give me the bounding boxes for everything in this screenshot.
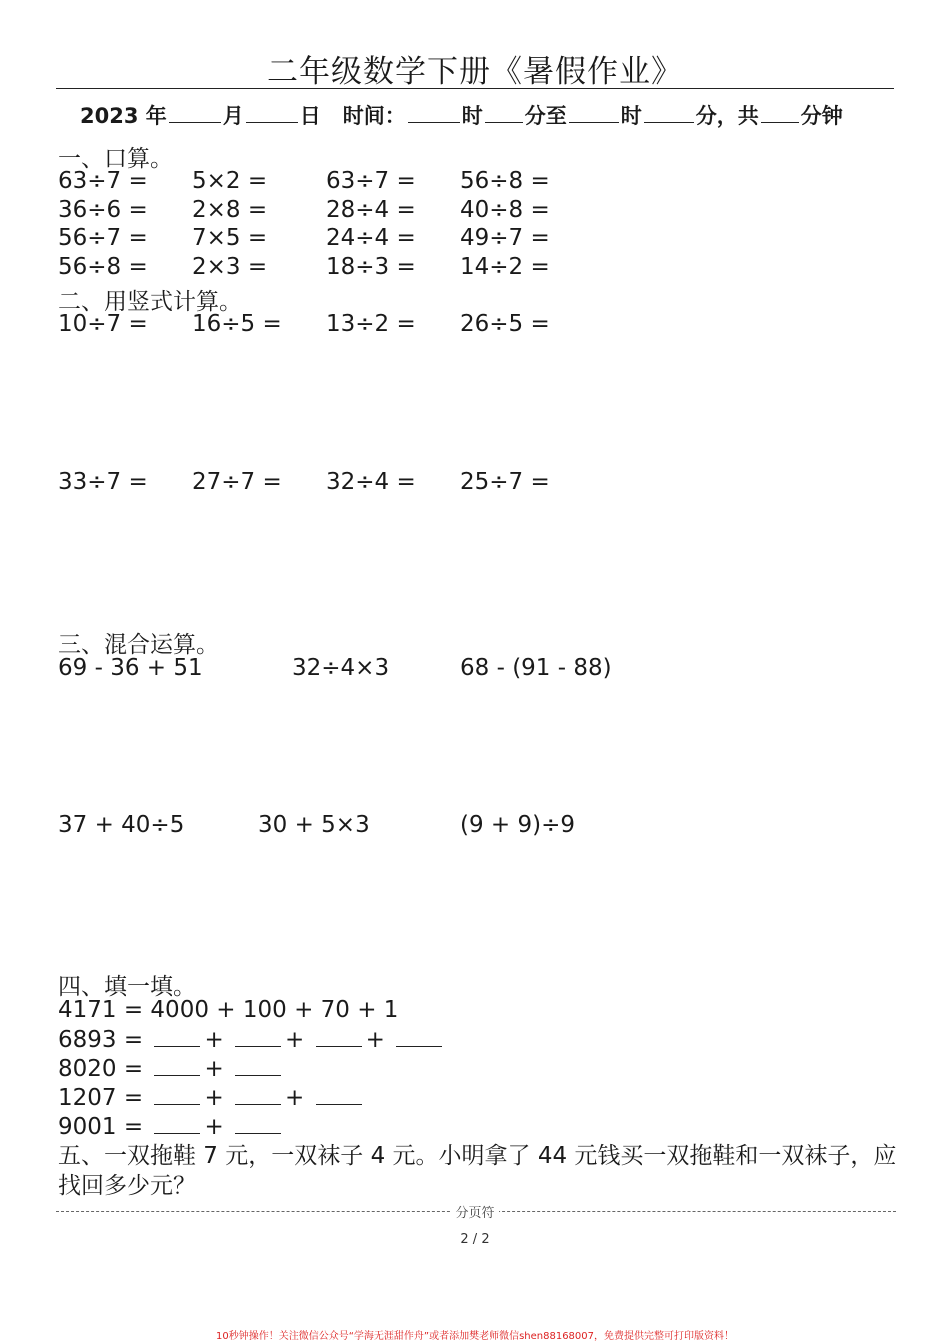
page-number: 2 / 2	[460, 1232, 490, 1247]
word-problem: 五、一双拖鞋 7 元，一双袜子 4 元。小明拿了 44 元钱买一双拖鞋和一双袜子，应找回多少元？	[58, 1143, 897, 1199]
fill-row-3	[58, 1084, 366, 1111]
page-break-label: 分页符	[451, 1206, 498, 1221]
problem: 56÷8 =	[460, 168, 550, 194]
year-label: 2023 年	[80, 104, 167, 128]
fill-row-1	[58, 1026, 446, 1053]
answer-blank[interactable]	[154, 1084, 200, 1105]
plus-sign: +	[204, 1085, 224, 1111]
section-4-heading: 四、填一填。	[58, 974, 196, 1000]
answer-blank[interactable]	[235, 1055, 281, 1076]
month-label: 月	[222, 104, 244, 128]
hour-label-1: 时	[461, 104, 483, 128]
problem: 32÷4×3	[292, 655, 390, 681]
section-2-heading: 二、用竖式计算。	[58, 289, 242, 315]
plus-sign: +	[365, 1027, 385, 1053]
answer-blank[interactable]	[154, 1026, 200, 1047]
page-title: 二年级数学下册《暑假作业》	[267, 54, 683, 90]
date-time-line	[80, 100, 843, 130]
problem: 24÷4 =	[326, 225, 416, 251]
fill-lhs: 9001 =	[58, 1114, 144, 1140]
footer-promo: 10秒钟操作！关注微信公众号“学海无涯甜作舟”或者添加樊老师微信shen88168007，免费提供完整可打印版资料！	[215, 1331, 735, 1342]
minutes-label: 分钟	[800, 104, 843, 128]
fill-lhs: 8020 =	[58, 1056, 144, 1082]
plus-sign: +	[285, 1027, 305, 1053]
problem: 7×5 =	[192, 225, 268, 251]
plus-sign: +	[204, 1056, 224, 1082]
section-1-heading: 一、口算。	[58, 146, 173, 172]
problem: 10÷7 =	[58, 311, 148, 337]
plus-sign: +	[204, 1114, 224, 1140]
problem: 25÷7 =	[460, 469, 550, 495]
problem: 56÷8 =	[58, 254, 148, 280]
answer-blank[interactable]	[235, 1084, 281, 1105]
answer-blank[interactable]	[396, 1026, 442, 1047]
problem: 2×8 =	[192, 197, 268, 223]
page-break-marker	[0, 1202, 950, 1221]
month-blank	[169, 104, 221, 123]
title-divider	[56, 88, 894, 89]
minute-to-label: 分至	[524, 104, 567, 128]
answer-blank[interactable]	[316, 1026, 362, 1047]
fill-example: 4171 = 4000 + 100 + 70 + 1	[58, 997, 399, 1023]
minute-total-label: 分，共	[695, 104, 759, 128]
problem: (9 + 9)÷9	[460, 812, 576, 838]
problem: 2×3 =	[192, 254, 268, 280]
problem: 32÷4 =	[326, 469, 416, 495]
problem: 30 + 5×3	[258, 812, 370, 838]
fill-row-4	[58, 1113, 285, 1140]
problem: 14÷2 =	[460, 254, 550, 280]
answer-blank[interactable]	[235, 1026, 281, 1047]
end-minute-blank	[644, 104, 694, 123]
problem: 37 + 40÷5	[58, 812, 185, 838]
problem: 63÷7 =	[326, 168, 416, 194]
problem: 36÷6 =	[58, 197, 148, 223]
end-hour-blank	[569, 104, 619, 123]
problem: 18÷3 =	[326, 254, 416, 280]
start-minute-blank	[485, 104, 523, 123]
time-label: 时间：	[342, 104, 406, 128]
problem: 5×2 =	[192, 168, 268, 194]
problem: 27÷7 =	[192, 469, 282, 495]
fill-lhs: 6893 =	[58, 1027, 144, 1053]
fill-row-2	[58, 1055, 285, 1082]
problem: 69 - 36 + 51	[58, 655, 203, 681]
answer-blank[interactable]	[235, 1113, 281, 1134]
plus-sign: +	[204, 1027, 224, 1053]
hour-label-2: 时	[620, 104, 642, 128]
answer-blank[interactable]	[316, 1084, 362, 1105]
problem: 33÷7 =	[58, 469, 148, 495]
problem: 63÷7 =	[58, 168, 148, 194]
problem: 49÷7 =	[460, 225, 550, 251]
problem: 68 - (91 - 88)	[460, 655, 612, 681]
problem: 16÷5 =	[192, 311, 282, 337]
plus-sign: +	[285, 1085, 305, 1111]
problem: 28÷4 =	[326, 197, 416, 223]
total-minutes-blank	[761, 104, 799, 123]
fill-lhs: 1207 =	[58, 1085, 144, 1111]
section-3-heading: 三、混合运算。	[58, 632, 219, 658]
day-blank	[246, 104, 298, 123]
answer-blank[interactable]	[154, 1113, 200, 1134]
problem: 13÷2 =	[326, 311, 416, 337]
start-hour-blank	[408, 104, 460, 123]
problem: 40÷8 =	[460, 197, 550, 223]
problem: 56÷7 =	[58, 225, 148, 251]
day-label: 日	[299, 104, 321, 128]
problem: 26÷5 =	[460, 311, 550, 337]
answer-blank[interactable]	[154, 1055, 200, 1076]
